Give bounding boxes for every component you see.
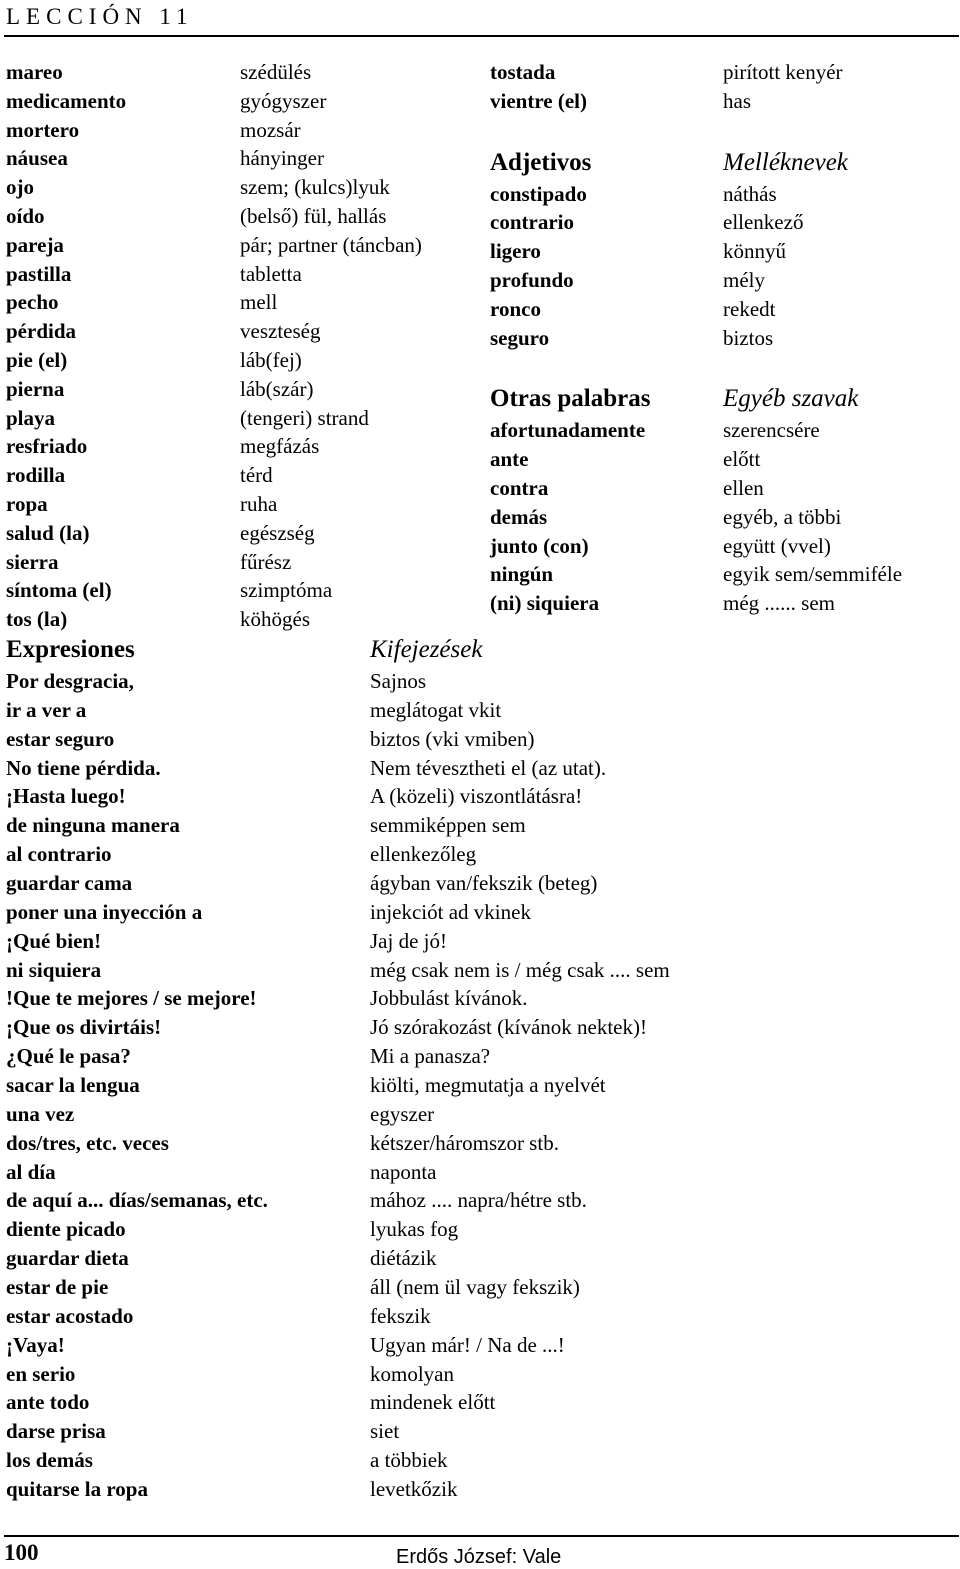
list-item: (ni) siquiera [490, 591, 600, 616]
adjectives-spanish-list [490, 180, 650, 353]
expressions-spanish-list [6, 667, 268, 1504]
author-credit: Erdős József: Vale [396, 1546, 562, 1568]
list-item: en serio [6, 1361, 76, 1386]
footer-rule [4, 1535, 959, 1537]
list-item: fűrész [240, 549, 292, 574]
list-item: mindenek előtt [370, 1390, 496, 1415]
list-item: ¡Vaya! [6, 1332, 65, 1357]
list-item: ellen [723, 475, 764, 500]
list-item: naponta [370, 1159, 437, 1184]
list-item: poner una inyección a [6, 899, 203, 924]
list-item: (tengeri) strand [240, 405, 369, 430]
other-words-heading-es: Otras palabras [490, 385, 651, 413]
list-item: Jobbulást kívánok. [370, 986, 528, 1011]
list-item: oído [6, 203, 45, 228]
list-item: pérdida [6, 319, 77, 344]
page-header-title: LECCIÓN 11 [6, 4, 194, 29]
list-item: contra [490, 475, 549, 500]
list-item: biztos (vki vmiben) [370, 726, 535, 751]
list-item: constipado [490, 181, 587, 206]
list-item: ágyban van/fekszik (beteg) [370, 871, 598, 896]
adjectives-heading-hu: Melléknevek [723, 148, 848, 176]
list-item: gyógyszer [240, 88, 327, 113]
spacer [490, 116, 650, 146]
list-item: szimptóma [240, 578, 333, 603]
list-item: pár; partner (táncban) [240, 232, 422, 257]
list-item: síntoma (el) [6, 578, 112, 603]
list-item: ningún [490, 562, 554, 587]
list-item: medicamento [6, 88, 127, 113]
list-item: ni siquiera [6, 957, 102, 982]
list-item: diétázik [370, 1246, 437, 1271]
list-item: No tiene pérdida. [6, 755, 161, 780]
list-item: szerencsére [723, 418, 820, 443]
list-item: ronco [490, 296, 541, 321]
list-item: mareo [6, 60, 63, 84]
list-item: mell [240, 290, 278, 315]
list-item: könnyű [723, 239, 786, 264]
list-item: siet [370, 1419, 400, 1444]
list-item: ante todo [6, 1390, 90, 1415]
list-item: szem; (kulcs)lyuk [240, 175, 390, 200]
list-item: Jaj de jó! [370, 928, 447, 953]
list-item: al contrario [6, 842, 112, 867]
list-item: láb(szár) [240, 376, 314, 401]
list-item: hányinger [240, 146, 324, 171]
list-item: náusea [6, 146, 68, 171]
list-item: pecho [6, 290, 59, 315]
list-item: mához .... napra/hétre stb. [370, 1188, 587, 1213]
list-item: sierra [6, 549, 59, 574]
top-right-spanish-list [490, 58, 650, 116]
list-item: resfriado [6, 434, 88, 459]
list-item: egyéb, a többi [723, 504, 842, 529]
list-item: diente picado [6, 1217, 126, 1242]
list-item: ¡Que os divirtáis! [6, 1015, 162, 1040]
list-item: estar de pie [6, 1275, 109, 1300]
list-item: ellenkező [723, 210, 804, 235]
list-item: darse prisa [6, 1419, 106, 1444]
list-item: dos/tres, etc. veces [6, 1130, 169, 1155]
list-item: los demás [6, 1448, 93, 1473]
list-item: biztos [723, 325, 774, 350]
spacer [723, 352, 902, 382]
list-item: levetkőzik [370, 1477, 458, 1502]
list-item: Nem tévesztheti el (az utat). [370, 755, 607, 780]
list-item: (belső) fül, hallás [240, 203, 387, 228]
hungarian-right-column [723, 58, 902, 618]
list-item: előtt [723, 447, 761, 472]
list-item: ¡Qué bien! [6, 928, 102, 953]
list-item: egészség [240, 520, 315, 545]
list-item: pierna [6, 376, 65, 401]
list-item: ante [490, 447, 529, 472]
spanish-expressions-column [6, 633, 268, 1504]
list-item: sacar la lengua [6, 1073, 140, 1098]
list-item: estar seguro [6, 726, 115, 751]
list-item: rodilla [6, 463, 66, 488]
list-item: ruha [240, 491, 278, 516]
expressions-heading-es: Expresiones [6, 636, 135, 663]
list-item: tostada [490, 60, 556, 84]
hungarian-expressions-column [370, 633, 670, 1504]
list-item: megfázás [240, 434, 320, 459]
list-item: kétszer/háromszor stb. [370, 1130, 559, 1155]
list-item: meglátogat vkit [370, 697, 502, 722]
list-item: kiölti, megmutatja a nyelvét [370, 1073, 606, 1098]
list-item: A (közeli) viszontlátásra! [370, 784, 583, 809]
list-item: guardar dieta [6, 1246, 129, 1271]
list-item: ¿Qué le pasa? [6, 1044, 131, 1069]
spacer [723, 116, 902, 146]
list-item: demás [490, 504, 548, 529]
list-item: ropa [6, 491, 48, 516]
list-item: még csak nem is / még csak .... sem [370, 957, 670, 982]
list-item: ellenkezőleg [370, 842, 477, 867]
other-words-heading-hu: Egyéb szavak [723, 385, 859, 413]
page-number: 100 [4, 1540, 39, 1565]
other-words-hungarian-list [723, 416, 902, 618]
spacer [490, 352, 650, 382]
list-item: injekciót ad vkinek [370, 899, 531, 924]
hungarian-vocab-column [240, 58, 422, 634]
list-item: ojo [6, 175, 34, 200]
list-item: Mi a panasza? [370, 1044, 491, 1069]
list-item: még ...... sem [723, 591, 835, 616]
spanish-vocab-column [6, 58, 126, 634]
list-item: Por desgracia, [6, 669, 134, 693]
list-item: veszteség [240, 319, 321, 344]
list-item: ¡Hasta luego! [6, 784, 126, 809]
list-item: quitarse la ropa [6, 1477, 148, 1502]
list-item: pie (el) [6, 347, 68, 372]
list-item: komolyan [370, 1361, 454, 1386]
list-item: együtt (vvel) [723, 533, 831, 558]
list-item: lyukas fog [370, 1217, 459, 1242]
list-item: Ugyan már! / Na de ...! [370, 1332, 565, 1357]
list-item: tabletta [240, 261, 302, 286]
header-rule [4, 35, 959, 37]
list-item: afortunadamente [490, 418, 646, 443]
list-item: guardar cama [6, 871, 133, 896]
list-item: pastilla [6, 261, 72, 286]
list-item: a többiek [370, 1448, 448, 1473]
spanish-right-column [490, 58, 650, 618]
list-item: de aquí a... días/semanas, etc. [6, 1188, 268, 1213]
list-item: térd [240, 463, 273, 488]
list-item: al día [6, 1159, 56, 1184]
list-item: ligero [490, 239, 541, 264]
list-item: mortero [6, 117, 80, 142]
adjectives-heading-es: Adjetivos [490, 148, 592, 176]
list-item: egyszer [370, 1101, 435, 1126]
list-item: Sajnos [370, 669, 427, 693]
list-item: ir a ver a [6, 697, 87, 722]
list-item: rekedt [723, 296, 776, 321]
list-item: mozsár [240, 117, 301, 142]
list-item: salud (la) [6, 520, 90, 545]
top-right-hungarian-list [723, 58, 902, 116]
list-item: has [723, 88, 751, 113]
list-item: láb(fej) [240, 347, 302, 372]
other-words-spanish-list [490, 416, 650, 618]
list-item: estar acostado [6, 1303, 134, 1328]
list-item: una vez [6, 1101, 75, 1126]
list-item: contrario [490, 210, 574, 235]
list-item: pirított kenyér [723, 60, 843, 84]
list-item: tos (la) [6, 607, 68, 632]
list-item: fekszik [370, 1303, 431, 1328]
list-item: szédülés [240, 60, 312, 84]
list-item: profundo [490, 267, 574, 292]
list-item: egyik sem/semmiféle [723, 562, 903, 587]
list-item: de ninguna manera [6, 813, 180, 838]
list-item: playa [6, 405, 56, 430]
list-item: köhögés [240, 607, 310, 632]
list-item: !Que te mejores / se mejore! [6, 986, 257, 1011]
list-item: Jó szórakozást (kívánok nektek)! [370, 1015, 647, 1040]
list-item: junto (con) [490, 533, 589, 558]
list-item: seguro [490, 325, 550, 350]
list-item: áll (nem ül vagy fekszik) [370, 1275, 580, 1300]
expressions-hungarian-list [370, 667, 670, 1504]
list-item: pareja [6, 232, 64, 257]
expressions-heading-hu: Kifejezések [370, 636, 483, 663]
list-item: semmiképpen sem [370, 813, 526, 838]
list-item: náthás [723, 181, 777, 206]
adjectives-hungarian-list [723, 180, 902, 353]
list-item: vientre (el) [490, 88, 587, 113]
list-item: mély [723, 267, 765, 292]
